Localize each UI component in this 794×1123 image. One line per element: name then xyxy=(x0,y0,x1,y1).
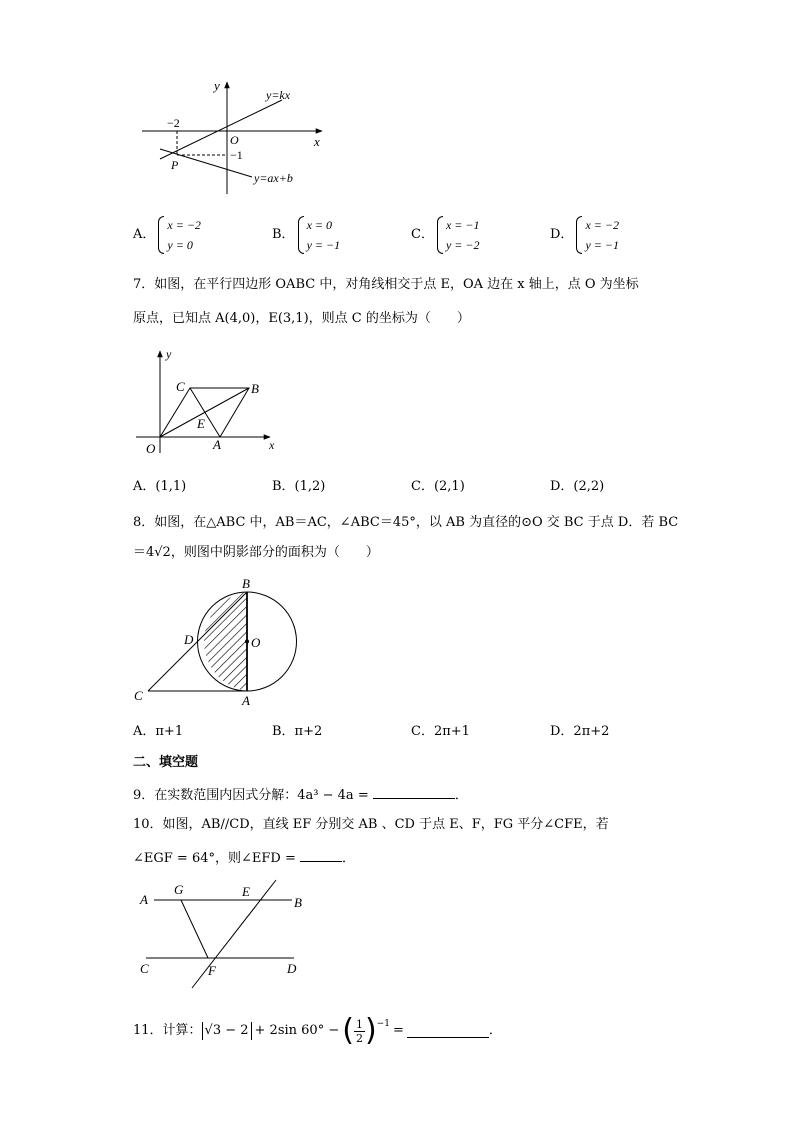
q6-option-d[interactable]: D． x = −2 y = −1 xyxy=(550,215,619,255)
q9-line xyxy=(133,786,468,805)
label-d: D xyxy=(184,632,194,647)
q11-exponent: −1 xyxy=(376,1019,390,1029)
q11-paren-open: ( xyxy=(342,1013,354,1048)
q10-text-line1: 10．如图，AB//CD，直线 EF 分别交 AB 、CD 于点 E、F，FG 平分∠CFE，若 xyxy=(133,817,609,832)
diagonal-ac xyxy=(190,388,220,437)
q7-option-d[interactable]: D．(2,2) xyxy=(550,479,605,494)
q8-text-line2: ＝4√2，则图中阴影部分的面积为（ ） xyxy=(133,545,379,560)
q8-option-a[interactable]: A．π+1 xyxy=(133,724,184,739)
q6-option-c[interactable]: C． x = −1 y = −2 xyxy=(411,215,479,255)
q9-answer-blank[interactable] xyxy=(373,786,455,799)
label-c: C xyxy=(140,961,149,976)
q10-text-line2: ∠EGF = 64°，则∠EFD = xyxy=(133,851,296,866)
q8-option-c[interactable]: C．2π+1 xyxy=(411,724,470,739)
label-y: y xyxy=(214,78,220,93)
q6-option-b[interactable]: B． x = 0 y = −1 xyxy=(272,215,340,255)
q8-option-b[interactable]: B．π+2 xyxy=(272,724,323,739)
q11-abs-value: √3 − 2 xyxy=(202,1022,252,1040)
q11-equals: = xyxy=(392,1023,404,1038)
q10-answer-blank[interactable] xyxy=(300,849,342,862)
q7-option-b[interactable]: B．(1,2) xyxy=(272,479,326,494)
q11-middle: + 2sin 60° − xyxy=(254,1023,340,1038)
label-a: A xyxy=(213,437,221,452)
q7-text-line1: 7．如图，在平行四边形 OABC 中，对角线相交于点 E，OA 边在 x 轴上，点 O 为坐标 xyxy=(133,277,639,292)
label-x: x xyxy=(269,438,275,452)
q6-option-a[interactable]: A． x = −2 y = 0 xyxy=(133,215,201,255)
q10-end: ． xyxy=(341,851,355,866)
q11-denominator: 2 xyxy=(355,1031,363,1045)
label-e: E xyxy=(197,416,205,431)
q11-end: ． xyxy=(488,1023,502,1038)
q9-text: 9．在实数范围内因式分解：4a³ − 4a = xyxy=(133,788,369,803)
label-g: G xyxy=(174,882,184,897)
q8-option-d[interactable]: D．2π+2 xyxy=(550,724,610,739)
q11-numerator: 1 xyxy=(355,1017,363,1031)
label-b: B xyxy=(242,576,250,591)
line-gf xyxy=(181,900,208,958)
q7-option-a[interactable]: A．(1,1) xyxy=(133,479,187,494)
q11-fraction xyxy=(354,1018,365,1045)
label-a: A xyxy=(140,892,148,907)
label-axb: y=ax+b xyxy=(254,171,293,185)
q10-line2 xyxy=(133,849,355,868)
q11-prefix: 11．计算： xyxy=(133,1023,202,1038)
q7-text-line2: 原点，已知点 A(4,0)，E(3,1)，则点 C 的坐标为（ ） xyxy=(133,311,470,326)
label-c: C xyxy=(176,379,185,394)
label-b: B xyxy=(294,895,302,910)
q9-end: ． xyxy=(454,788,468,803)
line-ef xyxy=(192,880,276,988)
label-o: O xyxy=(146,441,156,456)
label-f: F xyxy=(208,963,216,978)
label-a: A xyxy=(242,693,250,708)
shaded-region xyxy=(204,592,247,691)
q8-text-line1: 8．如图，在△ABC 中，AB＝AC，∠ABC＝45°，以 AB 为直径的⊙O 交 BC 于点 D．若 BC xyxy=(133,515,679,530)
label-c: C xyxy=(134,688,143,703)
label-x: x xyxy=(314,134,320,149)
center-dot xyxy=(245,640,249,644)
label-b: B xyxy=(251,381,259,396)
label-y: y xyxy=(166,347,172,361)
label-m1: −1 xyxy=(230,148,243,162)
q7-option-c[interactable]: C．(2,1) xyxy=(411,479,465,494)
q11-answer-blank[interactable] xyxy=(407,1025,489,1038)
figure-q7-parallelogram xyxy=(130,345,290,460)
figure-q10-parallel-lines xyxy=(136,878,316,993)
label-m2: −2 xyxy=(167,116,180,130)
label-d: D xyxy=(287,961,297,976)
figure-q6-linear-graphs xyxy=(130,72,340,197)
label-p: P xyxy=(171,158,179,172)
q11-line xyxy=(133,1011,502,1051)
label-e: E xyxy=(242,884,250,899)
section-heading-fill-in: 二、填空题 xyxy=(133,755,199,770)
label-kx: y=kx xyxy=(266,88,291,102)
figure-q8-circle xyxy=(128,572,308,712)
label-o: O xyxy=(230,133,239,147)
q11-paren-close: ) xyxy=(364,1013,377,1048)
label-o: O xyxy=(251,635,261,650)
